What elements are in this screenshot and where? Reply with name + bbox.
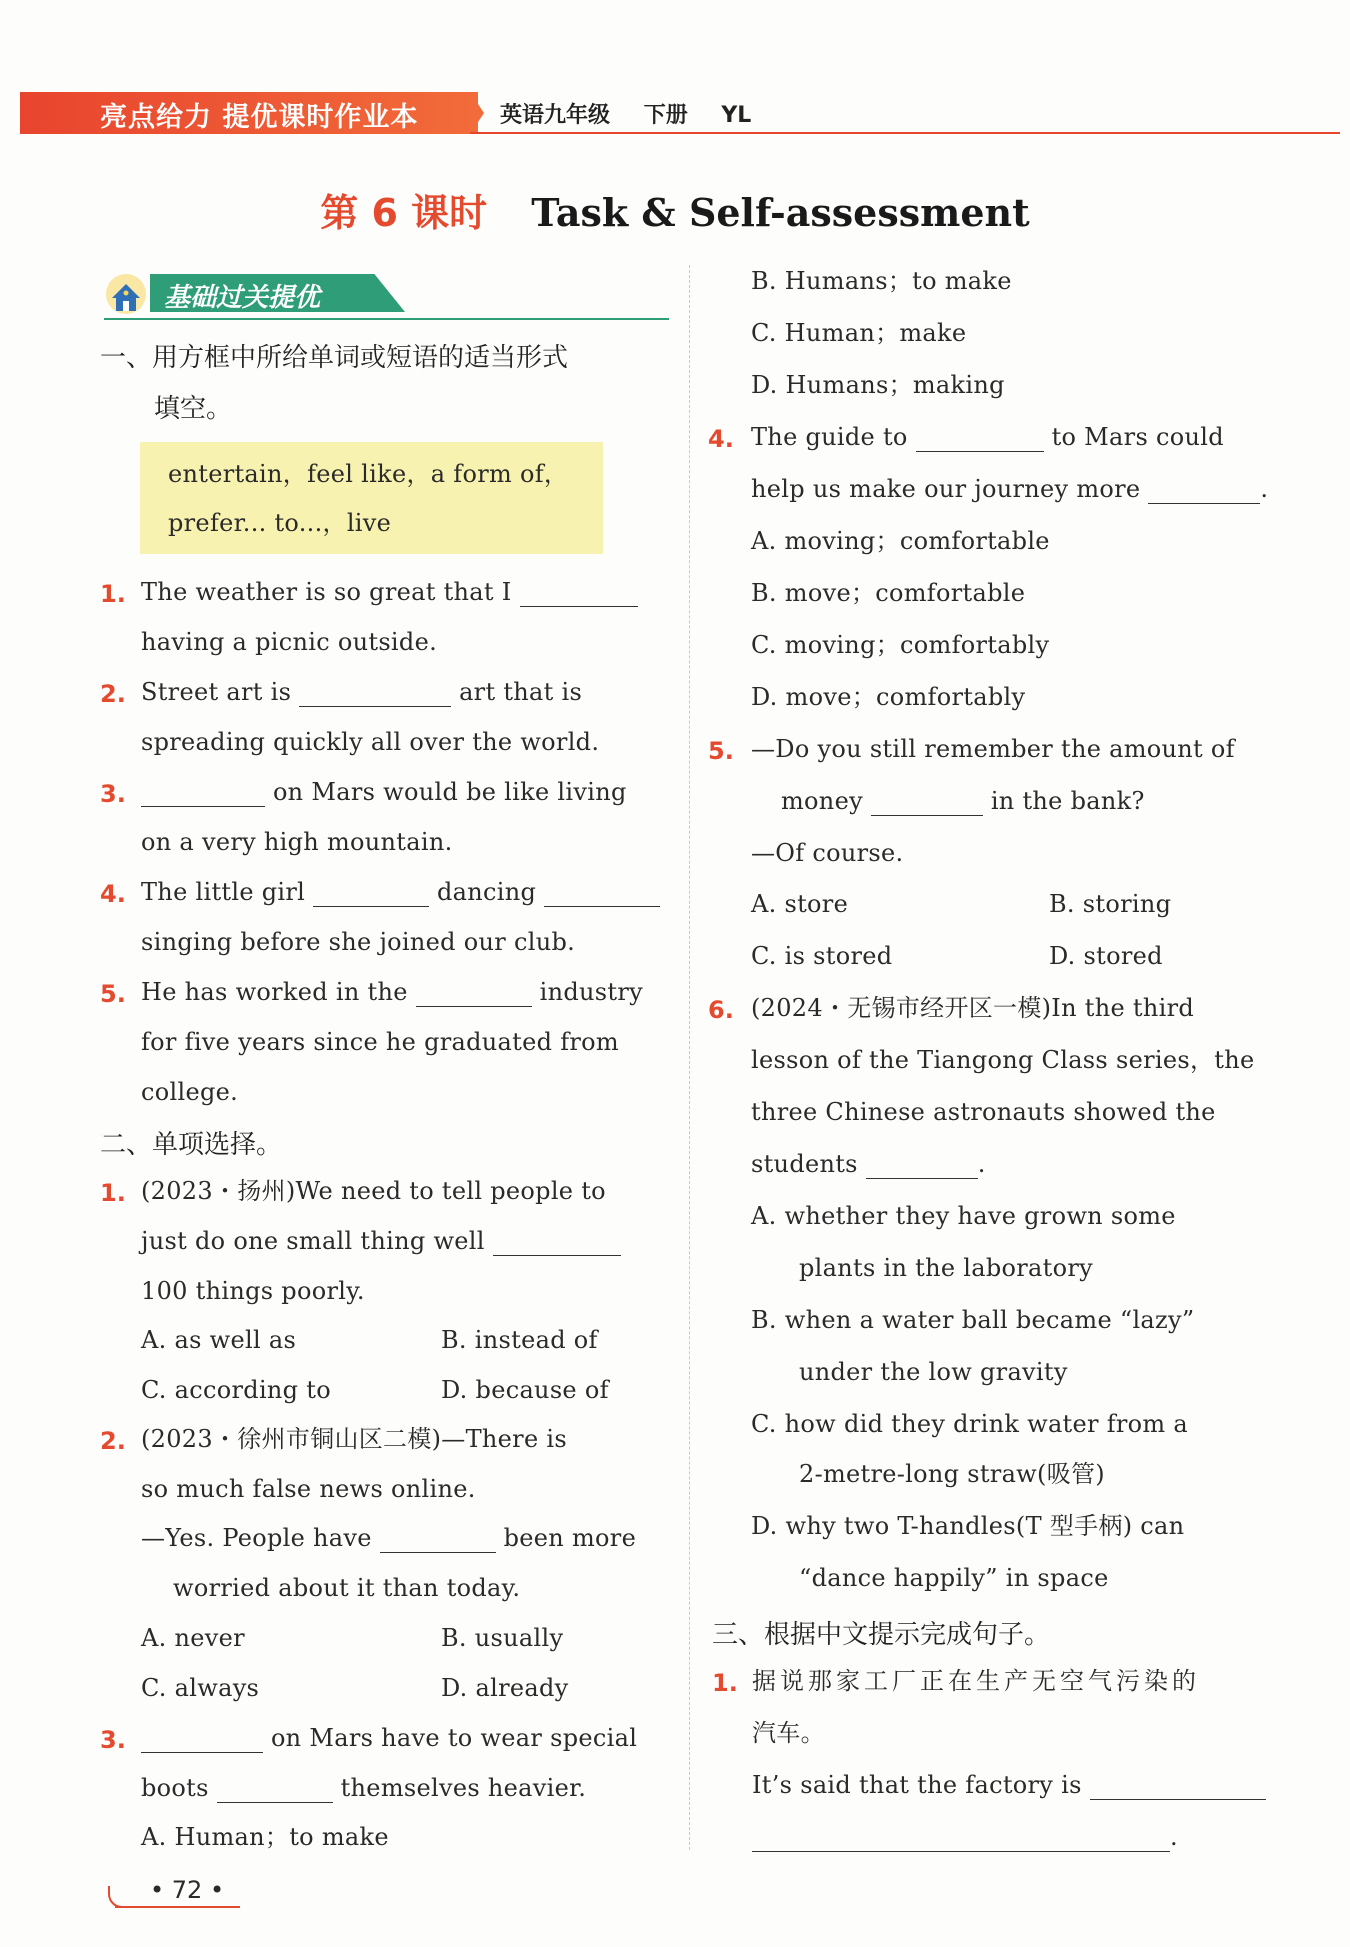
option-d[interactable]: D. stored — [1049, 942, 1163, 970]
badge-label: 基础过关提优 — [164, 283, 321, 313]
book-info — [500, 98, 777, 129]
question-text: on Mars have to wear special — [141, 1723, 637, 1753]
question-number: 1. — [100, 1179, 126, 1207]
option-d[interactable]: D. because of — [441, 1376, 609, 1404]
question-text: —Do you still remember the amount of — [751, 735, 1235, 763]
option-d[interactable]: D. Humans；making — [751, 371, 1005, 399]
question-text: The guide to to Mars could — [751, 423, 1224, 451]
question-text: just do one small thing well — [141, 1226, 621, 1256]
question-number: 3. — [100, 1726, 126, 1754]
question-text: (2024・无锡市经开区一模)In the third — [751, 994, 1195, 1022]
column-divider — [689, 265, 690, 1850]
answer-blank[interactable] — [866, 1154, 978, 1179]
lesson-title — [0, 182, 1350, 237]
question-text: —Yes. People have been more — [141, 1524, 637, 1552]
question-text: money in the bank? — [781, 787, 1145, 815]
footer-rule — [115, 1906, 240, 1908]
question-text: so much false news online. — [141, 1475, 476, 1503]
question-text: for five years since he graduated from — [141, 1028, 619, 1056]
answer-blank[interactable] — [141, 1728, 263, 1753]
subject-label: 英语九年级 — [500, 103, 611, 128]
option-b[interactable]: B. storing — [1049, 890, 1172, 918]
question-number: 2. — [100, 680, 126, 708]
question-number: 1. — [712, 1669, 738, 1697]
question-number: 1. — [100, 580, 126, 608]
question-text: three Chinese astronauts showed the — [751, 1098, 1216, 1126]
option-b[interactable]: B. instead of — [441, 1326, 598, 1354]
option-b-cont: under the low gravity — [799, 1358, 1068, 1386]
house-icon — [104, 270, 156, 318]
answer-blank[interactable] — [1090, 1775, 1266, 1800]
question-text: singing before she joined our club. — [141, 928, 576, 956]
part3-heading: 三、根据中文提示完成句子。 — [712, 1620, 1051, 1650]
volume-label: 下册 — [643, 103, 688, 128]
question-text: —Of course. — [751, 839, 904, 867]
question-text: . — [752, 1822, 1178, 1852]
question-number: 5. — [100, 980, 126, 1008]
footer-ornament — [108, 1886, 132, 1908]
option-c[interactable]: C. according to — [141, 1376, 331, 1404]
option-b[interactable]: B. move；comfortable — [751, 579, 1026, 607]
answer-blank[interactable] — [380, 1528, 496, 1553]
part2-heading: 二、单项选择。 — [100, 1130, 283, 1160]
answer-blank[interactable] — [313, 882, 429, 907]
answer-blank[interactable] — [141, 782, 265, 807]
option-c[interactable]: C. always — [141, 1674, 260, 1702]
page-number: • 72 • — [150, 1876, 225, 1904]
option-b[interactable]: B. usually — [441, 1624, 564, 1652]
option-a[interactable]: A. store — [751, 890, 849, 918]
option-b[interactable]: B. Humans；to make — [751, 267, 1012, 295]
question-text: boots themselves heavier. — [141, 1774, 587, 1802]
option-d[interactable]: D. already — [441, 1674, 569, 1702]
question-text: lesson of the Tiangong Class series，the — [751, 1046, 1255, 1074]
answer-blank[interactable] — [871, 791, 983, 816]
question-number: 4. — [100, 880, 126, 908]
option-a[interactable]: A. Human；to make — [141, 1823, 389, 1851]
question-text: Street art is art that is — [141, 678, 583, 706]
question-text: It’s said that the factory is — [752, 1770, 1266, 1800]
option-d[interactable]: D. why two T-handles(T 型手柄) can — [751, 1512, 1185, 1540]
option-a[interactable]: A. moving；comfortable — [751, 527, 1050, 555]
answer-blank[interactable] — [520, 582, 638, 607]
question-text: having a picnic outside. — [141, 628, 438, 656]
option-d[interactable]: D. move；comfortably — [751, 683, 1026, 711]
part1-heading: 一、用方框中所给单词或短语的适当形式 — [100, 343, 569, 373]
question-text: (2023・徐州市铜山区二模)—There is — [141, 1425, 567, 1453]
answer-blank[interactable] — [299, 682, 451, 707]
question-number: 5. — [708, 737, 734, 765]
question-text: spreading quickly all over the world. — [141, 728, 600, 756]
answer-blank[interactable] — [493, 1231, 621, 1256]
question-text: help us make our journey more . — [751, 475, 1269, 503]
badge-rule — [104, 318, 669, 320]
option-a[interactable]: A. as well as — [141, 1326, 297, 1354]
option-c-cont: 2-metre-long straw(吸管) — [799, 1460, 1105, 1488]
book-title: 亮点给力 提优课时作业本 — [100, 102, 419, 133]
header-rule — [470, 132, 1340, 134]
part1-heading-cont: 填空。 — [154, 394, 233, 424]
answer-blank[interactable] — [544, 882, 660, 907]
section-badge — [104, 270, 416, 314]
question-number: 4. — [708, 425, 734, 453]
option-c[interactable]: C. is stored — [751, 942, 893, 970]
question-text: 汽车。 — [752, 1719, 825, 1747]
word-box-line2: prefer... to...，live — [168, 509, 392, 537]
word-box-line1: entertain，feel like，a form of， — [168, 460, 569, 488]
question-number: 3. — [100, 780, 126, 808]
option-d-cont: “dance happily” in space — [799, 1564, 1109, 1592]
option-c[interactable]: C. how did they drink water from a — [751, 1410, 1189, 1438]
question-text: on a very high mountain. — [141, 828, 453, 856]
option-b[interactable]: B. when a water ball became “lazy” — [751, 1306, 1195, 1334]
answer-blank[interactable] — [217, 1778, 333, 1803]
option-c[interactable]: C. moving；comfortably — [751, 631, 1050, 659]
question-text: (2023・扬州)We need to tell people to — [141, 1177, 606, 1205]
question-text: on Mars would be like living — [141, 777, 627, 807]
lesson-name: Task & Self-assessment — [531, 190, 1030, 235]
option-c[interactable]: C. Human；make — [751, 319, 967, 347]
question-text: college. — [141, 1078, 239, 1106]
question-text: 据说那家工厂正在生产无空气污染的 — [752, 1667, 1200, 1695]
question-text: worried about it than today. — [173, 1574, 521, 1602]
option-a[interactable]: A. never — [141, 1624, 245, 1652]
option-a[interactable]: A. whether they have grown some — [751, 1202, 1176, 1230]
answer-blank[interactable] — [1148, 479, 1260, 504]
answer-blank[interactable] — [416, 982, 532, 1007]
lesson-number: 第 6 课时 — [320, 191, 488, 235]
question-text: students . — [751, 1150, 986, 1178]
question-text: The little girl dancing — [141, 877, 660, 907]
question-text: The weather is so great that I — [141, 577, 638, 607]
question-number: 2. — [100, 1427, 126, 1455]
answer-blank[interactable] — [916, 427, 1044, 452]
question-text: He has worked in the industry — [141, 978, 643, 1006]
option-a-cont: plants in the laboratory — [799, 1254, 1093, 1282]
header-bar-tip — [470, 92, 484, 134]
question-number: 6. — [708, 996, 734, 1024]
question-text: 100 things poorly. — [141, 1277, 365, 1305]
edition-label: YL — [721, 103, 752, 128]
answer-blank[interactable] — [752, 1827, 1170, 1852]
